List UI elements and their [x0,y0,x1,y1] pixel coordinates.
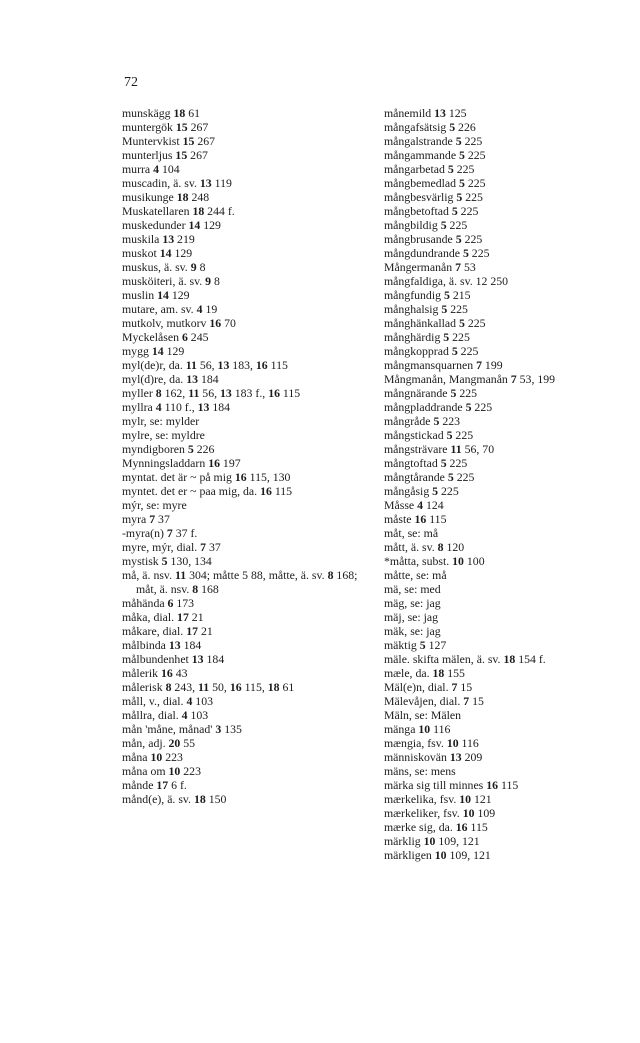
index-entry: mångalstrande 5 225 [384,134,483,148]
index-entry: märklig 10 109, 121 [384,834,480,848]
index-entry: mångstickad 5 225 [384,428,474,442]
index-entry: mäk, se: jag [384,624,441,638]
index-entry: mångsträvare 11 56, 70 [384,442,495,456]
index-entry: måt, se: må [384,526,439,540]
index-entry: mångråde 5 223 [384,414,461,428]
index-entry: månghänkallad 5 225 [384,316,486,330]
index-entry: månghärdig 5 225 [384,330,470,344]
index-entry: mångnärande 5 225 [384,386,478,400]
index-entry: myntet. det er ~ paa mig, da. 16 115 [122,484,293,498]
index-entry: Mäln, se: Mälen [384,708,461,722]
index-entry: mutare, am. sv. 4 19 [122,302,218,316]
index-entry: mån, adj. 20 55 [122,736,196,750]
index-entry: mäktig 5 127 [384,638,447,652]
index-entry: musköiteri, ä. sv. 9 8 [122,274,220,288]
index-entry: målerik 16 43 [122,666,188,680]
index-entry: -myra(n) 7 37 f. [122,526,198,540]
index-entry: munskägg 18 61 [122,106,200,120]
index-entry: muntergök 15 267 [122,120,209,134]
page-number: 72 [124,75,138,90]
index-entry: mystisk 5 130, 134 [122,554,212,568]
index-entry: måka, dial. 17 21 [122,610,204,624]
index-entry: mått, ä. sv. 8 120 [384,540,465,554]
index-entry: mygg 14 129 [122,344,185,358]
index-entry: måna om 10 223 [122,764,201,778]
index-entry: muscadin, ä. sv. 13 119 [122,176,232,190]
index-entry: mångammande 5 225 [384,148,486,162]
index-entry: Myckelåsen 6 245 [122,330,209,344]
index-entry: mångkopprad 5 225 [384,344,479,358]
index-entry: mångfundig 5 215 [384,288,471,302]
index-entry: månemild 13 125 [384,106,467,120]
index-entry: Mäl(e)n, dial. 7 15 [384,680,473,694]
index-entry: mäle. skifta mälen, ä. sv. 18 154 f. [384,652,546,666]
index-entry: måste 16 115 [384,512,447,526]
index-entry: mæle, da. 18 155 [384,666,465,680]
index-entry: mållra, dial. 4 103 [122,708,209,722]
index-entry: mänga 10 116 [384,722,451,736]
index-entry: mångbrusande 5 225 [384,232,483,246]
index-entry: må, ä. nsv. 11 304; måtte 5 88, måtte, ä. sv. 8 168; måt, ä. nsv. 8 168 [122,568,358,596]
index-entry: murra 4 104 [122,162,180,176]
index-entry: mäj, se: jag [384,610,439,624]
index-entry: muskot 14 129 [122,246,193,260]
index-entry: målerisk 8 243, 11 50, 16 115, 18 61 [122,680,295,694]
index-entry: mærkelika, fsv. 10 121 [384,792,492,806]
index-entry: myl(d)re, da. 13 184 [122,372,219,386]
index-entry: måtte, se: må [384,568,447,582]
index-entry: Måsse 4 124 [384,498,444,512]
index-entry: mångtårande 5 225 [384,470,475,484]
index-entry: myl(de)r, da. 11 56, 13 183, 16 115 [122,358,288,372]
index-entry: måkare, dial. 17 21 [122,624,213,638]
index-entry: mångpladdrande 5 225 [384,400,493,414]
index-entry: människovän 13 209 [384,750,483,764]
index-entry: mængia, fsv. 10 116 [384,736,479,750]
index-entry: målbinda 13 184 [122,638,202,652]
index-entry: mångbemedlad 5 225 [384,176,486,190]
index-entry: mærkeliker, fsv. 10 109 [384,806,496,820]
index-entry: månd(e), ä. sv. 18 150 [122,792,227,806]
index-entry: mångmansquarnen 7 199 [384,358,503,372]
index-entry: Mångermanån 7 53 [384,260,476,274]
index-entry: märka sig till minnes 16 115 [384,778,519,792]
index-entry: myntat. det är ~ på mig 16 115, 130 [122,470,291,484]
index-entry: mutkolv, mutkorv 16 70 [122,316,236,330]
index-entry: *måtta, subst. 10 100 [384,554,485,568]
index-entry: månghalsig 5 225 [384,302,468,316]
index-entry: mångbildig 5 225 [384,218,468,232]
index-entry: musikunge 18 248 [122,190,210,204]
index-entry: mångbetoftad 5 225 [384,204,479,218]
index-entry: mærke sig, da. 16 115 [384,820,488,834]
index-entry: mångfaldiga, ä. sv. 12 250 [384,274,509,288]
index-entry: Muskatellaren 18 244 f. [122,204,235,218]
index-entry: mäg, se: jag [384,596,441,610]
index-entry: måhända 6 173 [122,596,195,610]
index-entry: mýr, se: myre [122,498,187,512]
index-entry: myndigboren 5 226 [122,442,215,456]
index-entry: myllra 4 110 f., 13 184 [122,400,231,414]
index-entry: mylr, se: mylder [122,414,200,428]
index-entry: Mälevåjen, dial. 7 15 [384,694,484,708]
index-entry: mångafsätsig 5 226 [384,120,476,134]
index-entry: mylre, se: myldre [122,428,205,442]
index-entry: mä, se: med [384,582,441,596]
index-entry: muskila 13 219 [122,232,195,246]
index-entry: myller 8 162, 11 56, 13 183 f., 16 115 [122,386,301,400]
index-entry: myre, mýr, dial. 7 37 [122,540,221,554]
index-entry: mångtoftad 5 225 [384,456,468,470]
index-entry: Mynningsladdarn 16 197 [122,456,241,470]
index-column-left [122,106,380,806]
index-column-right [384,106,638,862]
index-entry: mån 'måne, månad' 3 135 [122,722,242,736]
index-entry: märkligen 10 109, 121 [384,848,491,862]
index-entry: måna 10 223 [122,750,183,764]
index-entry: muskedunder 14 129 [122,218,221,232]
index-entry: myra 7 37 [122,512,170,526]
index-entry: mångdundrande 5 225 [384,246,490,260]
index-entry: målbundenhet 13 184 [122,652,225,666]
index-entry: mäns, se: mens [384,764,456,778]
index-entry: mångbesvärlig 5 225 [384,190,483,204]
index-entry: måll, v., dial. 4 103 [122,694,213,708]
index-entry: muskus, ä. sv. 9 8 [122,260,206,274]
index-entry: mångarbetad 5 225 [384,162,475,176]
index-entry: muslin 14 129 [122,288,190,302]
index-entry: månde 17 6 f. [122,778,187,792]
index-entry: Mångmanån, Mangmanån 7 53, 199 [384,372,556,386]
index-entry: munterljus 15 267 [122,148,208,162]
index-entry: Muntervkist 15 267 [122,134,216,148]
index-entry: mångåsig 5 225 [384,484,459,498]
